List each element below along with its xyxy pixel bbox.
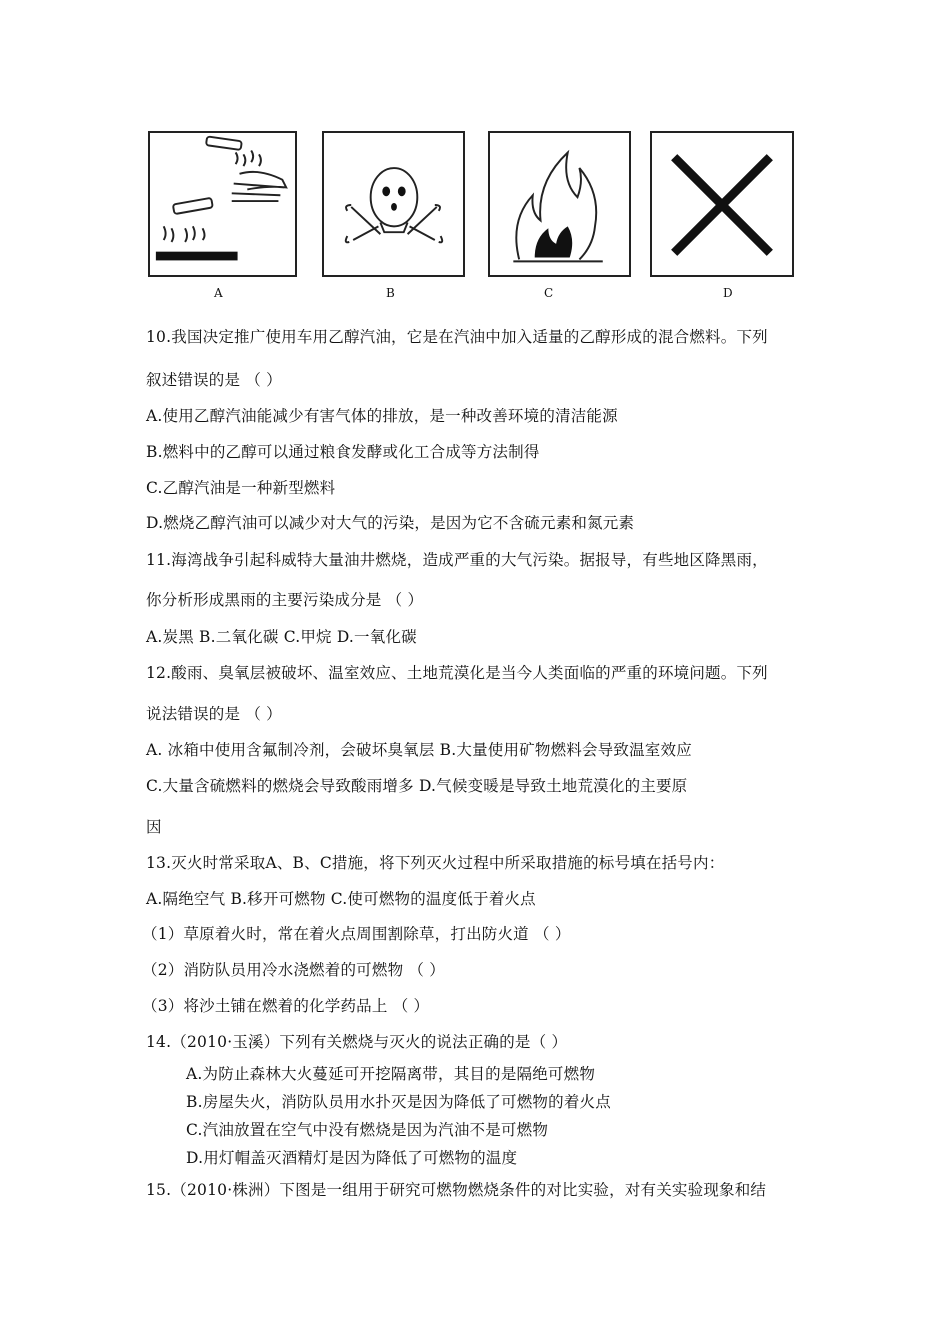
q12-options-cd: C.大量含硫燃料的燃烧会导致酸雨增多 D.气候变暖是导致土地荒漠化的主要原 bbox=[146, 777, 688, 795]
q10-option-c: C.乙醇汽油是一种新型燃料 bbox=[146, 479, 336, 497]
q10-option-a: A.使用乙醇汽油能减少有害气体的排放，是一种改善环境的清洁能源 bbox=[146, 407, 618, 425]
q13-item-2: （2）消防队员用冷水浇燃着的可燃物 （ ） bbox=[142, 961, 445, 979]
sign-label-a: A bbox=[214, 286, 223, 300]
q14-option-c: C.汽油放置在空气中没有燃烧是因为汽油不是可燃物 bbox=[186, 1121, 549, 1139]
sign-c-flammable bbox=[488, 131, 631, 277]
toxic-skull-sign-icon bbox=[324, 133, 463, 275]
sign-b-toxic bbox=[322, 131, 465, 277]
sign-label-d: D bbox=[723, 286, 733, 300]
q14-option-a: A.为防止森林大火蔓延可开挖隔离带，其目的是隔绝可燃物 bbox=[186, 1065, 596, 1083]
q11-stem-line1: 11.海湾战争引起科威特大量油井燃烧，造成严重的大气污染。据报导，有些地区降黑雨， bbox=[146, 551, 768, 569]
sign-label-c: C bbox=[544, 286, 554, 300]
q13-item-3: （3）将沙土铺在燃着的化学药品上 （ ） bbox=[142, 997, 430, 1015]
q11-stem-line2: 你分析形成黑雨的主要污染成分是 （ ） bbox=[146, 591, 424, 609]
sign-label-b: B bbox=[386, 286, 395, 300]
flammable-flame-sign-icon bbox=[490, 133, 629, 275]
q12-stem-line1: 12.酸雨、臭氧层被破坏、温室效应、土地荒漠化是当今人类面临的严重的环境问题。下列 bbox=[146, 664, 768, 682]
corrosive-sign-icon bbox=[150, 133, 295, 275]
q12-options-cd-wrap: 因 bbox=[146, 818, 162, 836]
q10-stem-line1: 10.我国决定推广使用车用乙醇汽油，它是在汽油中加入适量的乙醇形成的混合燃料。下列 bbox=[146, 328, 768, 346]
q12-options-ab: A. 冰箱中使用含氟制冷剂，会破坏臭氧层 B.大量使用矿物燃料会导致温室效应 bbox=[146, 741, 692, 759]
q14-option-b: B.房屋失火，消防队员用水扑灭是因为降低了可燃物的着火点 bbox=[186, 1093, 611, 1111]
q10-stem-line2: 叙述错误的是 （ ） bbox=[146, 371, 282, 389]
q10-option-d: D.燃烧乙醇汽油可以减少对大气的污染，是因为它不含硫元素和氮元素 bbox=[146, 514, 635, 532]
q11-options: A.炭黑 B.二氧化碳 C.甲烷 D.一氧化碳 bbox=[146, 628, 417, 646]
q13-item-1: （1）草原着火时，常在着火点周围割除草，打出防火道 （ ） bbox=[142, 925, 571, 943]
q15-stem: 15.（2010·株洲）下图是一组用于研究可燃物燃烧条件的对比实验，对有关实验现象和结 bbox=[146, 1181, 767, 1199]
harmful-x-sign-icon bbox=[652, 133, 792, 275]
q14-stem: 14.（2010·玉溪）下列有关燃烧与灭火的说法正确的是（ ） bbox=[146, 1033, 568, 1051]
sign-d-harmful bbox=[650, 131, 794, 277]
q14-option-d: D.用灯帽盖灭酒精灯是因为降低了可燃物的温度 bbox=[186, 1149, 518, 1167]
q10-option-b: B.燃料中的乙醇可以通过粮食发酵或化工合成等方法制得 bbox=[146, 443, 540, 461]
sign-a-corrosive bbox=[148, 131, 297, 277]
q12-stem-line2: 说法错误的是 （ ） bbox=[146, 705, 282, 723]
q13-choices: A.隔绝空气 B.移开可燃物 C.使可燃物的温度低于着火点 bbox=[146, 890, 536, 908]
q13-stem: 13.灭火时常采取A、B、C措施，将下列灭火过程中所采取措施的标号填在括号内： bbox=[146, 854, 725, 872]
